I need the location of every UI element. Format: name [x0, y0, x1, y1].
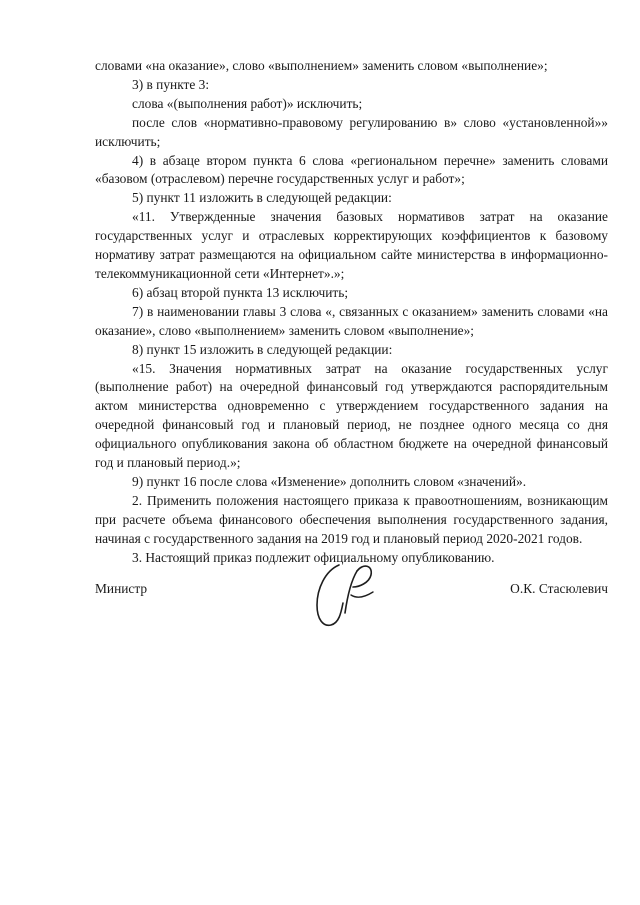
paragraph: 6) абзац второй пункта 13 исключить; [132, 284, 349, 300]
signatory-title: Министр [95, 581, 148, 596]
paragraph: 3. Настоящий приказ подлежит официальному опубликованию. [132, 549, 495, 565]
paragraph: «15. Значения нормативных затрат на оказание государственных услуг (выполнение работ) на очередной финансовый год утверждаются распорядительным актом министерства одновременно с утверждением государственного задания на очередной финансовый год и плановый период, не позднее одного месяца со дня официального опубликования закона об областном бюджете на очередной финансовый год и плановый период.»; [95, 360, 608, 471]
handwritten-signature-icon [311, 559, 381, 631]
document-body [95, 57, 608, 567]
paragraph: 5) пункт 11 изложить в следующей редакции: [132, 190, 392, 206]
signature-block [95, 577, 608, 637]
paragraph: 8) пункт 15 изложить в следующей редакции: [132, 341, 393, 357]
paragraph: 4) в абзаце втором пункта 6 слова «региональном перечне» заменить словами «базовом (отраслевом) перечне государственных услуг и работ»; [95, 152, 608, 187]
paragraph: «11. Утвержденные значения базовых нормативов затрат на оказание государственных услуг и отраслевых корректирующих коэффициентов к базовому нормативу затрат размещаются на официальном сайте министерства в информационно-телекоммуникационной сети «Интернет».»; [95, 209, 608, 281]
paragraph: 7) в наименовании главы 3 слова «, связанных с оказанием» заменить словами «на оказание», слово «выполнением» заменить словом «выполнение»; [95, 303, 608, 338]
signatory-name: О.К. Стасюлевич [510, 581, 608, 596]
paragraph: слова «(выполнения работ)» исключить; [132, 95, 363, 111]
paragraph: 3) в пункте 3: [132, 76, 210, 92]
paragraph: 9) пункт 16 после слова «Изменение» дополнить словом «значений». [132, 473, 527, 489]
paragraph: словами «на оказание», слово «выполнением» заменить словом «выполнение»; [95, 58, 548, 73]
paragraph: 2. Применить положения настоящего приказа к правоотношениям, возникающим при расчете объема финансового обеспечения выполнения государственного задания, начиная с государственного задания на 2019 год и плановый период 2020-2021 годов. [95, 492, 608, 546]
paragraph: после слов «нормативно-правовому регулированию в» слово «установленной»» исключить; [95, 114, 608, 149]
